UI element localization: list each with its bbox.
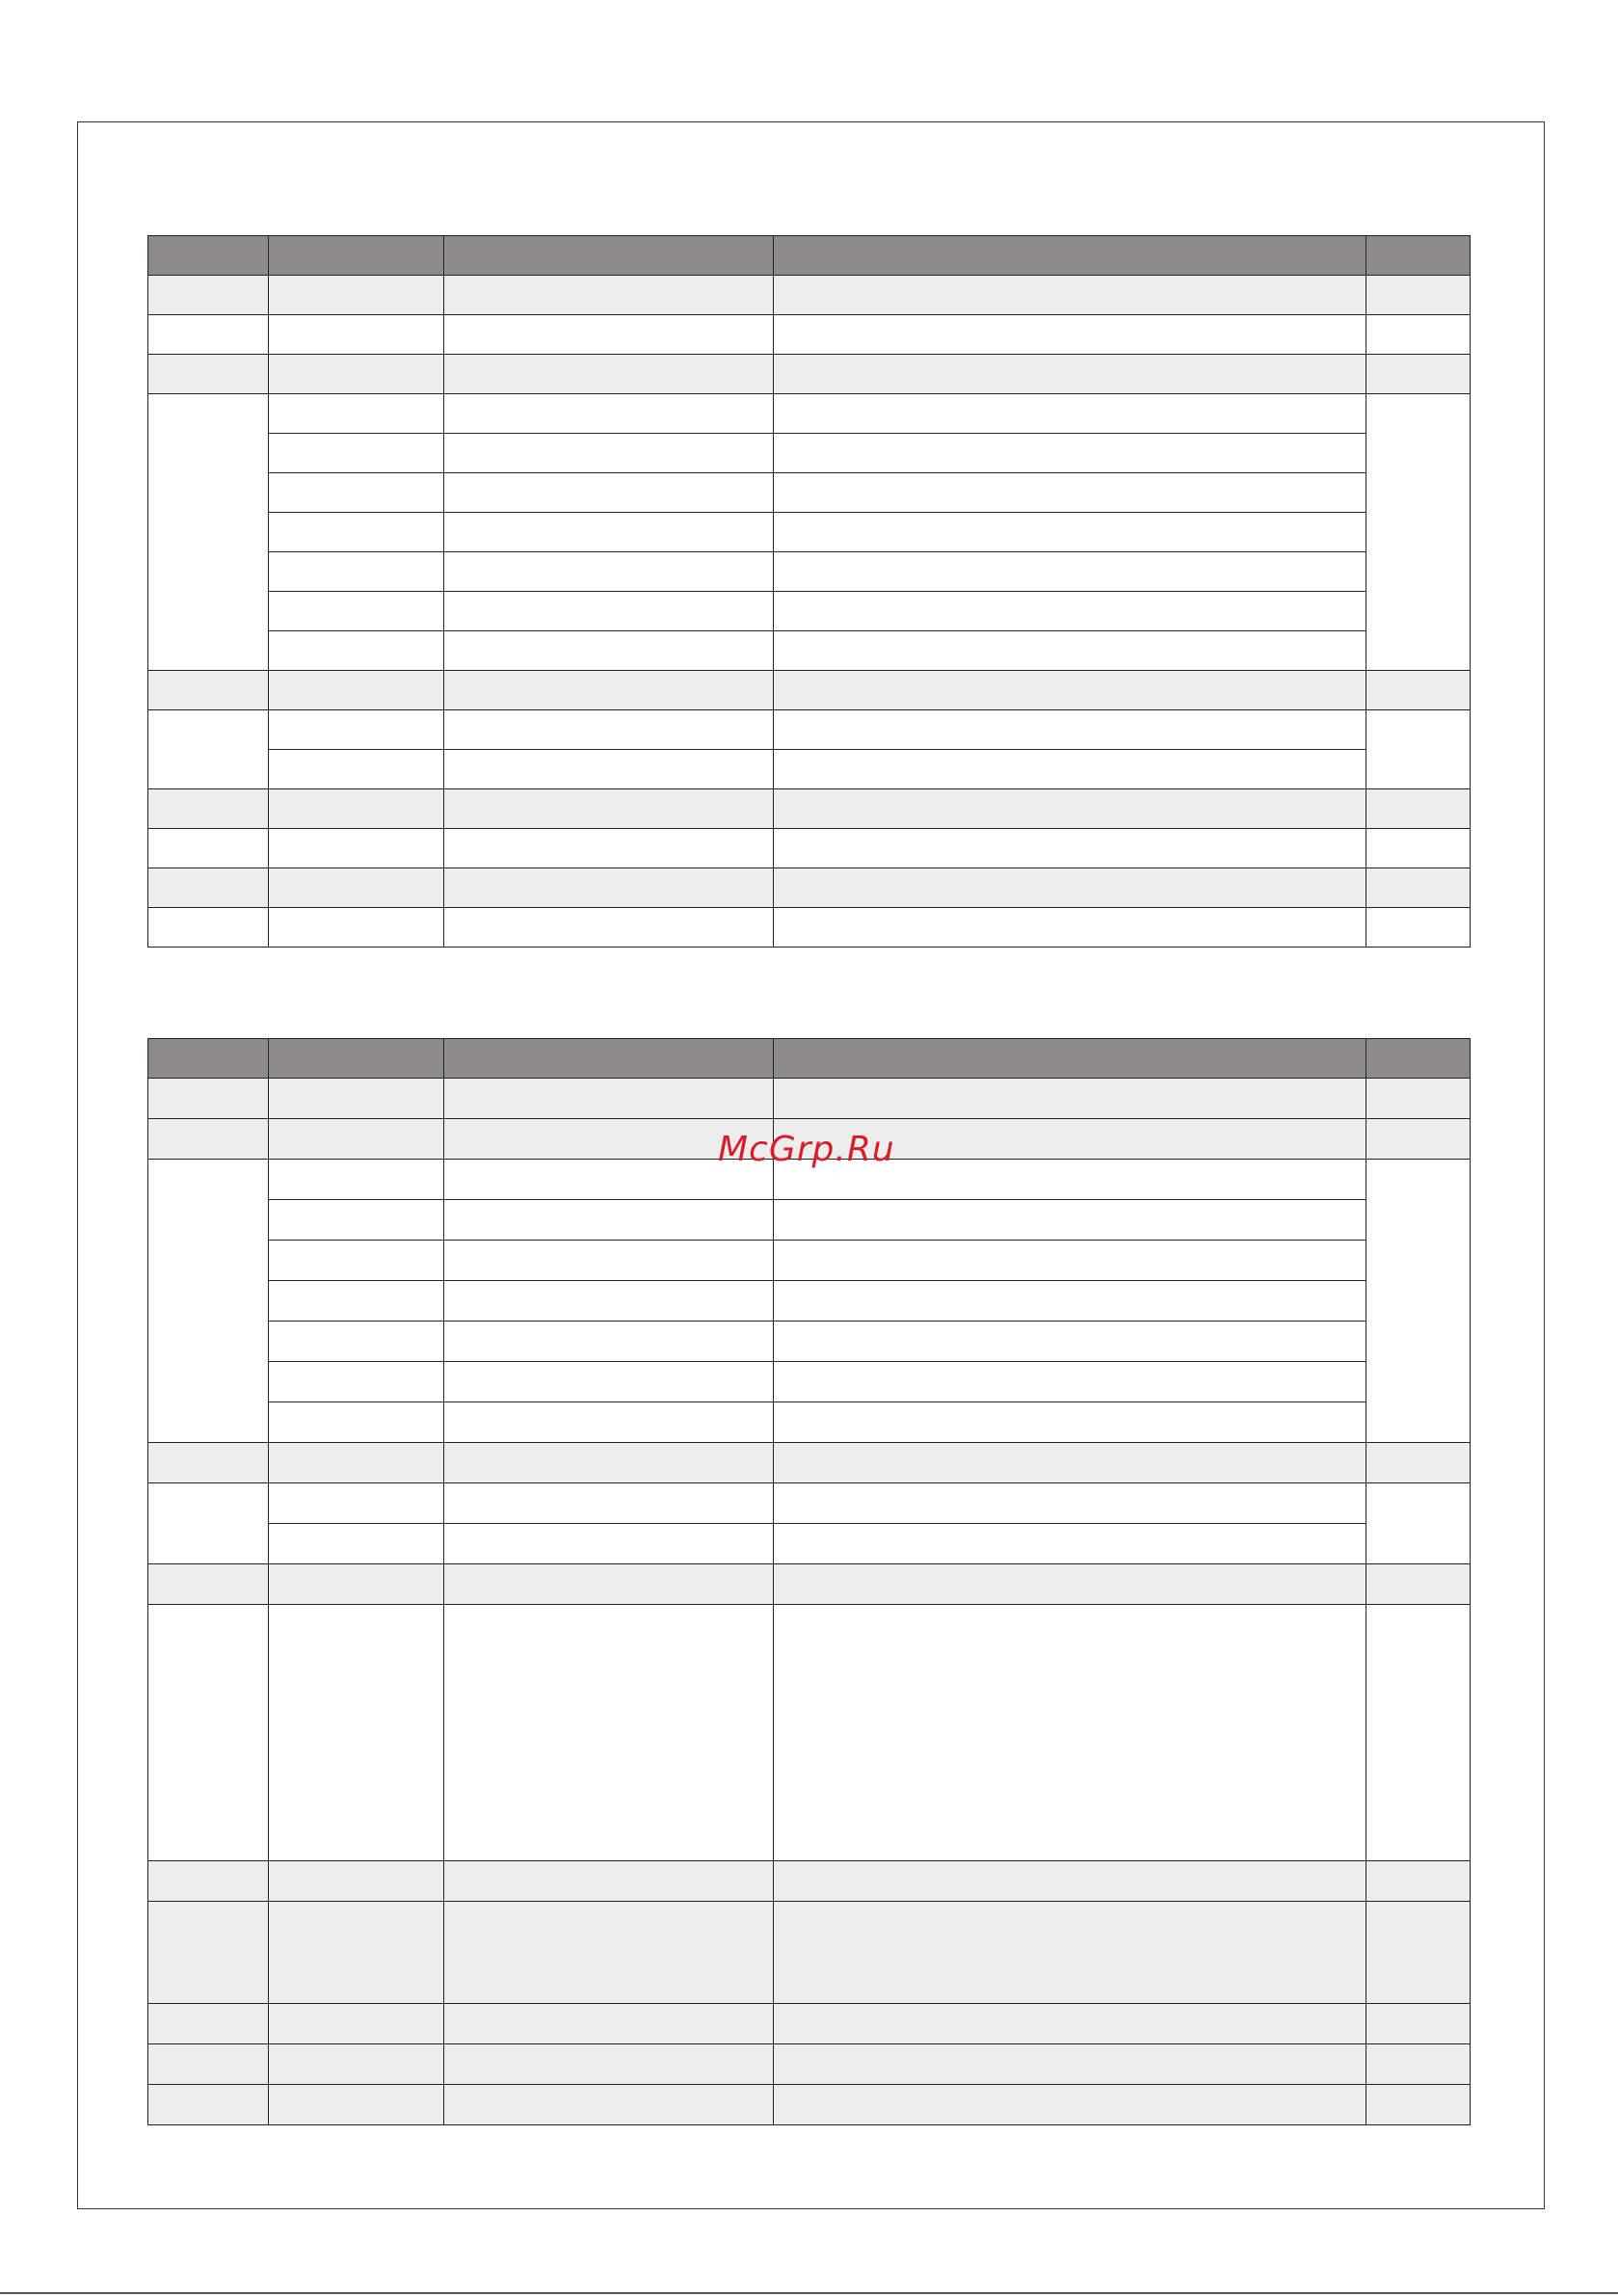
table-row xyxy=(148,631,1471,671)
table-row xyxy=(148,1902,1471,2004)
header-cell xyxy=(1366,1039,1471,1079)
table-row xyxy=(148,2044,1471,2085)
table-row xyxy=(148,1079,1471,1119)
table-row xyxy=(148,1861,1471,1902)
table-row xyxy=(148,276,1471,315)
table-row xyxy=(148,1564,1471,1605)
table-row xyxy=(148,1402,1471,1443)
table-row xyxy=(148,1200,1471,1241)
table-row xyxy=(148,1605,1471,1861)
table-row xyxy=(148,710,1471,750)
header-cell xyxy=(1366,236,1471,276)
bottom-rule xyxy=(0,2292,1618,2294)
table-row xyxy=(148,434,1471,473)
table-2 xyxy=(147,1038,1471,2125)
table-row xyxy=(148,750,1471,789)
table-row xyxy=(148,473,1471,513)
header-cell xyxy=(148,236,269,276)
table-row xyxy=(148,1483,1471,1524)
table-row xyxy=(148,1362,1471,1402)
table-row xyxy=(148,1241,1471,1281)
table-row xyxy=(148,671,1471,710)
table-row xyxy=(148,1281,1471,1322)
table-row xyxy=(148,315,1471,355)
table-row xyxy=(148,355,1471,394)
table-row xyxy=(148,2085,1471,2125)
table-row xyxy=(148,908,1471,948)
table-row xyxy=(148,513,1471,552)
table-row xyxy=(148,2004,1471,2044)
header-cell xyxy=(444,236,774,276)
table-1 xyxy=(147,235,1471,948)
table-header xyxy=(148,236,1471,276)
header-cell xyxy=(774,1039,1366,1079)
header-cell xyxy=(269,236,444,276)
table-row xyxy=(148,552,1471,592)
table-header xyxy=(148,1039,1471,1079)
table-row xyxy=(148,394,1471,434)
table-row xyxy=(148,1524,1471,1564)
table-row xyxy=(148,829,1471,868)
table-row xyxy=(148,592,1471,631)
table-row xyxy=(148,868,1471,908)
table-row xyxy=(148,1322,1471,1362)
table-row xyxy=(148,789,1471,829)
header-cell xyxy=(148,1039,269,1079)
header-cell xyxy=(444,1039,774,1079)
table-row xyxy=(148,1443,1471,1483)
header-cell xyxy=(774,236,1366,276)
header-cell xyxy=(269,1039,444,1079)
watermark-logo: McGrp.Ru xyxy=(718,1130,895,1169)
